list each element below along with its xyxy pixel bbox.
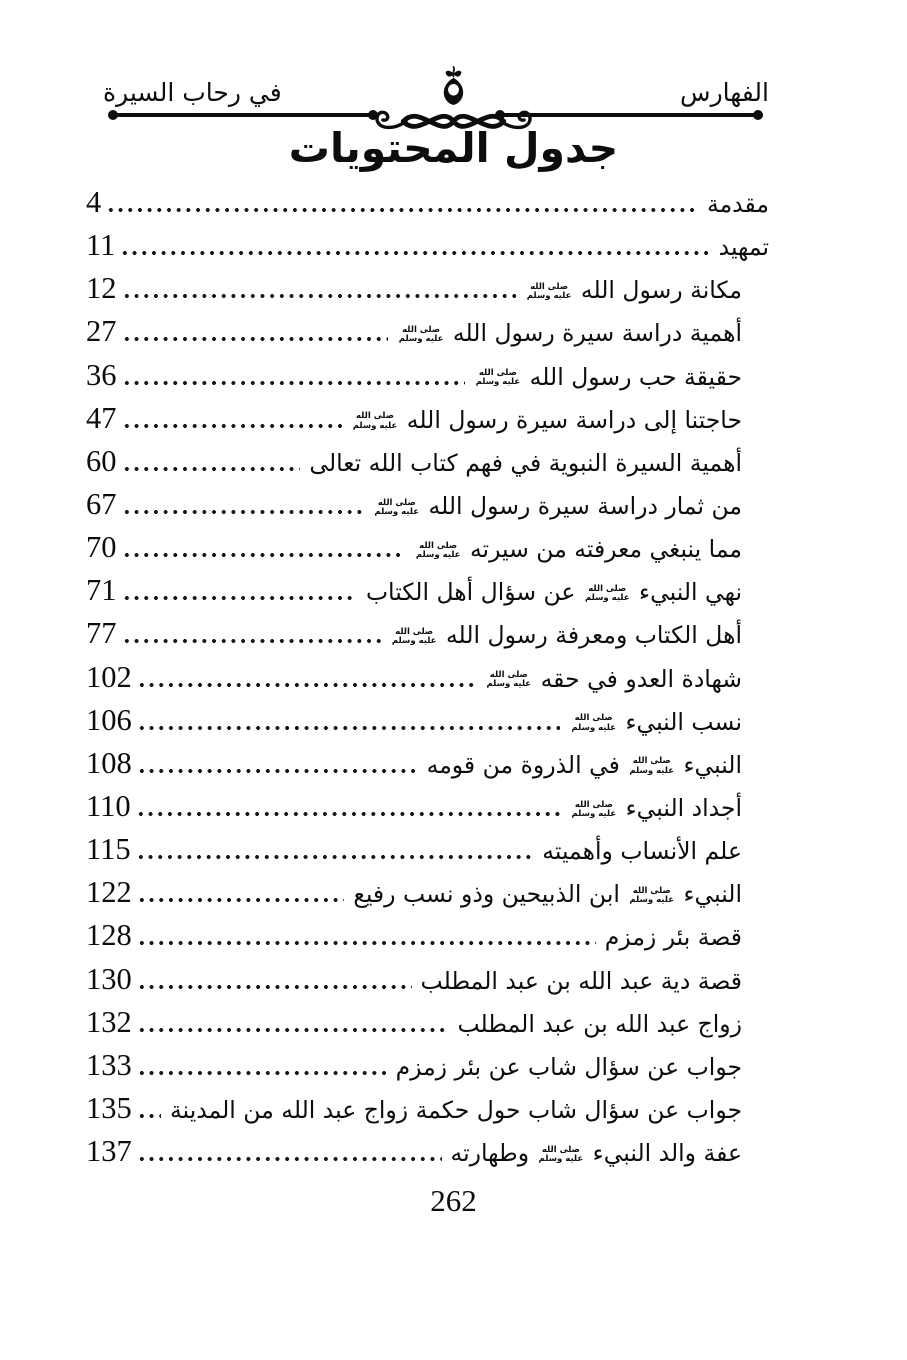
toc-entry-title: قصة بئر زمزم xyxy=(604,923,742,952)
toc-entry xyxy=(86,230,769,273)
toc-entry xyxy=(86,357,769,403)
toc-entry xyxy=(86,788,769,834)
toc-entry-title: عفة والد النبيء صلى الله عليه وسلم وطهارته xyxy=(450,1139,742,1168)
toc-entry-title: تمهيد xyxy=(718,233,769,262)
toc-entry-page-number: 115 xyxy=(86,832,131,867)
toc-entry xyxy=(86,659,769,705)
toc-entry-page-number: 108 xyxy=(86,745,132,780)
pbuh-honorific-icon: صلى الله عليه وسلم xyxy=(571,799,617,819)
toc-entry-title: حاجتنا إلى دراسة سيرة رسول الله صلى الله عليه وسلم xyxy=(352,405,742,434)
pbuh-honorific-icon: صلى الله عليه وسلم xyxy=(391,627,437,647)
toc-entry xyxy=(86,486,769,532)
dot-leader xyxy=(137,768,418,774)
page-title: جدول المحتويات xyxy=(288,124,619,172)
page-number: 262 xyxy=(430,1183,477,1218)
toc-entry-title: النبيء صلى الله عليه وسلم في الذروة من قومه xyxy=(426,750,742,779)
toc-entry-title: مكانة رسول الله صلى الله عليه وسلم xyxy=(526,276,742,305)
toc-entry-title: قصة دية عبد الله بن عبد المطلب xyxy=(420,966,742,995)
toc-entry xyxy=(86,920,769,963)
dot-leader xyxy=(137,725,561,731)
dot-leader xyxy=(122,509,364,515)
dot-leader xyxy=(137,984,412,990)
dot-leader xyxy=(122,638,381,644)
toc-entry-page-number: 122 xyxy=(86,875,132,910)
toc-list xyxy=(86,187,769,1179)
toc-entry xyxy=(86,187,769,230)
pbuh-honorific-icon: صلى الله عليه وسلم xyxy=(352,411,398,431)
toc-entry xyxy=(86,575,769,618)
pbuh-honorific-icon: صلى الله عليه وسلم xyxy=(526,281,572,302)
toc-entry-title: أهمية السيرة النبوية في فهم كتاب الله تعالى xyxy=(309,448,742,477)
dot-leader xyxy=(122,293,516,299)
toc-entry-page-number: 60 xyxy=(86,443,117,478)
toc-entry xyxy=(86,961,769,1007)
dot-leader xyxy=(136,811,561,817)
toc-entry xyxy=(86,532,769,575)
dot-leader xyxy=(122,552,405,558)
toc-entry-page-number: 77 xyxy=(86,616,117,651)
dot-leader xyxy=(137,1156,442,1162)
toc-entry-title: حقيقة حب رسول الله صلى الله عليه وسلم xyxy=(475,362,742,391)
toc-entry-title: النبيء صلى الله عليه وسلم ابن الذبيحين وذو نسب رفيع xyxy=(353,880,742,909)
pbuh-honorific-icon: صلى الله عليه وسلم xyxy=(398,325,444,345)
pbuh-honorific-icon: صلى الله عليه وسلم xyxy=(415,540,461,560)
toc-entry-title: زواج عبد الله بن عبد المطلب xyxy=(457,1009,742,1038)
toc-entry-title: نهي النبيء صلى الله عليه وسلم عن سؤال أهل الكتاب xyxy=(365,578,742,607)
toc-entry xyxy=(86,618,769,661)
toc-entry xyxy=(86,745,769,791)
header-rule-right xyxy=(499,113,759,117)
dot-leader xyxy=(137,1113,161,1119)
toc-entry-title: جواب عن سؤال شاب عن بئر زمزم xyxy=(395,1052,742,1081)
toc-entry xyxy=(86,1047,769,1093)
toc-entry-page-number: 12 xyxy=(86,271,117,306)
dot-leader xyxy=(120,250,709,256)
dot-leader xyxy=(106,207,698,213)
toc-entry xyxy=(86,702,769,748)
pbuh-honorific-icon: صلى الله عليه وسلم xyxy=(374,497,420,517)
toc-entry-page-number: 67 xyxy=(86,486,117,521)
toc-entry xyxy=(86,273,769,316)
dot-leader xyxy=(136,854,534,860)
dot-leader xyxy=(137,1027,449,1033)
toc-entry xyxy=(86,1090,769,1136)
toc-entry-page-number: 102 xyxy=(86,659,132,694)
toc-entry-page-number: 4 xyxy=(86,185,102,219)
pbuh-honorific-icon: صلى الله عليه وسلم xyxy=(571,713,616,733)
toc-entry-title: نسب النبيء صلى الله عليه وسلم xyxy=(571,707,742,736)
pbuh-honorific-icon: صلى الله عليه وسلم xyxy=(538,1144,584,1164)
dot-leader xyxy=(137,682,476,688)
toc-entry-page-number: 128 xyxy=(86,918,132,953)
toc-entry-title: من ثمار دراسة سيرة رسول الله صلى الله عليه وسلم xyxy=(374,491,742,520)
toc-entry-title: علم الأنساب وأهميته xyxy=(542,837,742,866)
toc-entry xyxy=(86,834,769,877)
toc-entry xyxy=(86,443,769,489)
header-book-title: في رحاب السيرة xyxy=(103,78,282,107)
toc-entry-page-number: 135 xyxy=(86,1090,132,1125)
toc-entry-page-number: 110 xyxy=(86,788,131,823)
toc-entry-page-number: 47 xyxy=(86,400,117,435)
dot-leader xyxy=(122,595,357,601)
toc-entry-page-number: 11 xyxy=(86,228,116,263)
toc-entry-title: مما ينبغي معرفته من سيرته صلى الله عليه وسلم xyxy=(415,535,742,564)
toc-entry-title: أهل الكتاب ومعرفة رسول الله صلى الله عليه وسلم xyxy=(391,621,742,650)
dot-leader xyxy=(122,423,342,429)
dot-leader xyxy=(137,940,596,946)
dot-leader xyxy=(122,336,388,342)
toc-entry-page-number: 137 xyxy=(86,1134,132,1169)
toc-entry xyxy=(86,316,769,359)
dot-leader xyxy=(122,380,465,386)
toc-entry xyxy=(86,400,769,446)
dot-leader xyxy=(137,1070,387,1076)
pbuh-honorific-icon: صلى الله عليه وسلم xyxy=(486,670,532,690)
toc-entry-page-number: 71 xyxy=(86,573,117,608)
toc-entry-title: جواب عن سؤال شاب حول حكمة زواج عبد الله من المدينة xyxy=(170,1095,742,1124)
toc-entry xyxy=(86,1136,769,1179)
toc-entry-page-number: 106 xyxy=(86,702,132,737)
pbuh-honorific-icon: صلى الله عليه وسلم xyxy=(584,583,630,604)
toc-entry-page-number: 133 xyxy=(86,1047,132,1082)
toc-entry-title: شهادة العدو في حقه صلى الله عليه وسلم xyxy=(486,664,742,693)
toc-entry-page-number: 70 xyxy=(86,530,117,565)
toc-entry-title: مقدمة xyxy=(707,190,769,218)
pbuh-honorific-icon: صلى الله عليه وسلم xyxy=(629,885,675,906)
dot-leader xyxy=(137,897,345,903)
dot-leader xyxy=(122,466,301,472)
toc-entry xyxy=(86,1004,769,1050)
toc-entry-page-number: 36 xyxy=(86,357,117,392)
header-rule-left xyxy=(112,113,374,117)
toc-entry-page-number: 27 xyxy=(86,314,117,349)
toc-entry-title: أجداد النبيء صلى الله عليه وسلم xyxy=(571,793,742,822)
header-section-label: الفهارس xyxy=(680,78,769,107)
pbuh-honorific-icon: صلى الله عليه وسلم xyxy=(629,756,675,776)
toc-entry-page-number: 130 xyxy=(86,961,132,996)
toc-entry-title: أهمية دراسة سيرة رسول الله صلى الله عليه وسلم xyxy=(398,319,742,348)
toc-entry-page-number: 132 xyxy=(86,1004,132,1039)
toc-entry xyxy=(86,877,769,920)
pbuh-honorific-icon: صلى الله عليه وسلم xyxy=(475,368,521,388)
